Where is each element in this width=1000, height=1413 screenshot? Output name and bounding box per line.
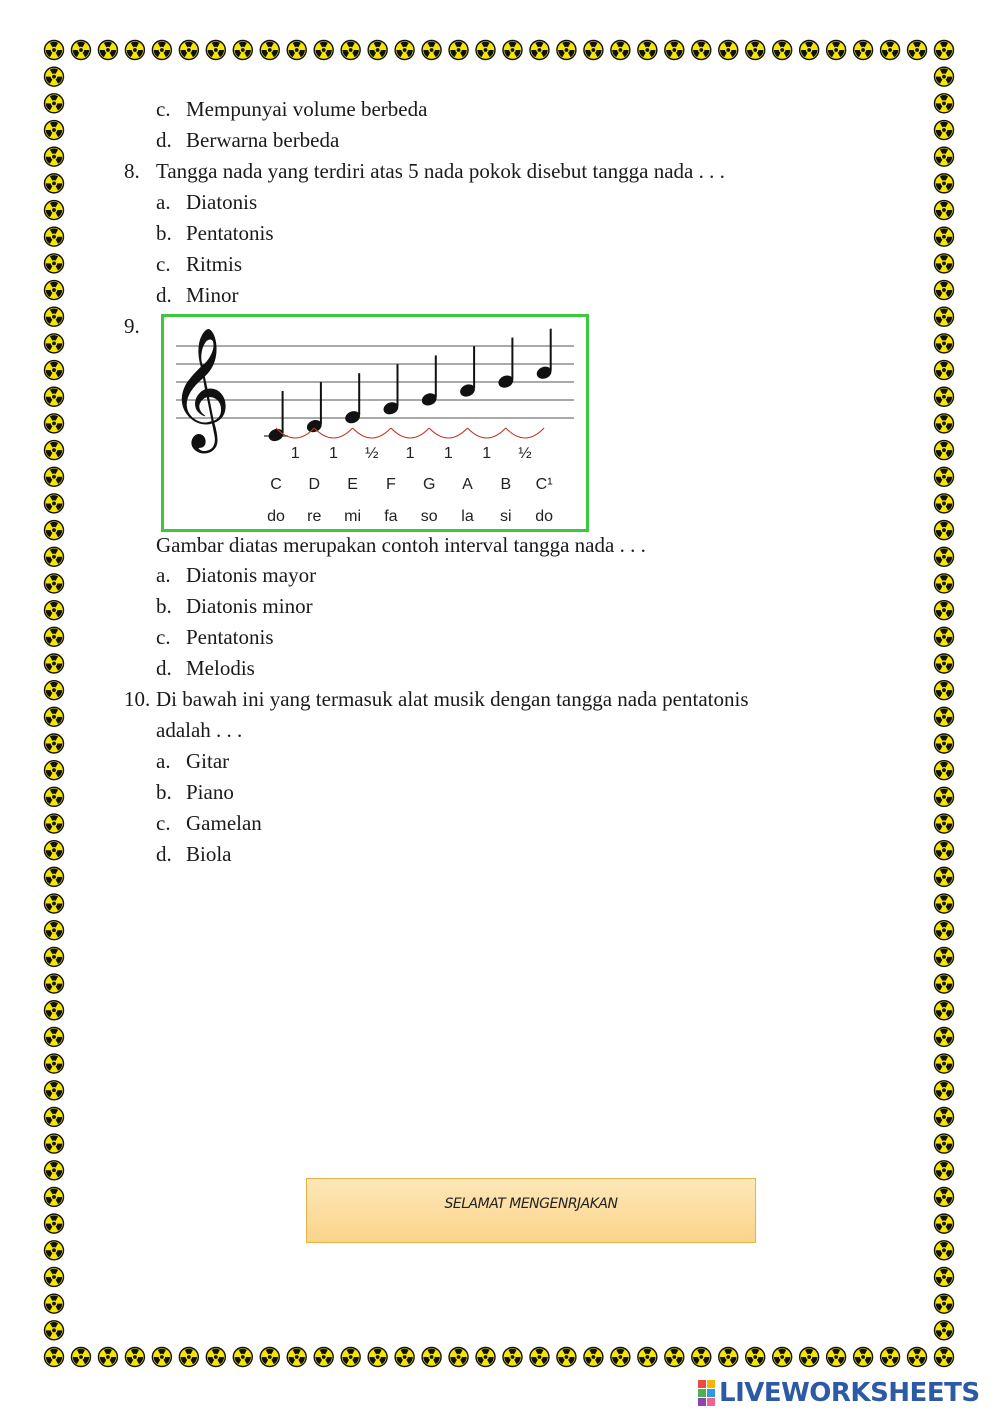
option-letter: b. — [156, 221, 172, 245]
option-letter: a. — [156, 190, 171, 214]
scale-interval-figure — [161, 314, 589, 532]
note-name-label: G — [422, 476, 436, 493]
liveworksheets-watermark — [698, 1376, 980, 1410]
option-letter: a. — [156, 749, 171, 773]
interval-slur — [314, 428, 352, 438]
option-text: Gamelan — [186, 811, 262, 835]
question-number: 9. — [124, 314, 140, 338]
watermark-text: LIVEWORKSHEETS — [719, 1377, 980, 1408]
interval-slur — [391, 428, 429, 438]
solfege-label: si — [500, 508, 512, 525]
question-text: Tangga nada yang terdiri atas 5 nada pokok disebut tangga nada . . . — [156, 159, 725, 183]
interval-label: ½ — [365, 445, 379, 462]
closing-banner — [306, 1178, 756, 1243]
option-text: Berwarna berbeda — [186, 128, 340, 152]
solfege-label: so — [420, 508, 438, 525]
question-text: Gambar diatas merupakan contoh interval tangga nada . . . — [156, 533, 646, 557]
solfege-label: re — [307, 508, 322, 525]
note-name-label: C — [270, 476, 282, 493]
note-name-label: B — [500, 476, 512, 493]
option-text: Minor — [186, 283, 239, 307]
question-number: 8. — [124, 159, 140, 183]
interval-slur — [429, 428, 467, 438]
option-text: Pentatonis — [186, 221, 274, 245]
interval-label: 1 — [290, 445, 300, 462]
solfege-label: la — [461, 508, 474, 525]
treble-clef-icon: 𝄞 — [169, 326, 231, 448]
option-letter: d. — [156, 656, 172, 680]
option-text: Gitar — [186, 749, 230, 773]
option-text: Melodis — [186, 656, 255, 680]
note-name-label: A — [462, 476, 473, 493]
note-name-label: D — [308, 476, 321, 493]
option-letter: a. — [156, 563, 171, 587]
interval-label: ½ — [518, 445, 532, 462]
question-text-continued: adalah . . . — [156, 718, 243, 742]
solfege-label: do — [267, 508, 285, 525]
note-name-label: C¹ — [535, 476, 553, 493]
interval-label: 1 — [482, 445, 492, 462]
banner-text: SELAMAT MENGENRJAKAN — [444, 1196, 618, 1212]
option-letter: d. — [156, 128, 172, 152]
interval-slur — [353, 428, 391, 438]
question-text: Di bawah ini yang termasuk alat musik dengan tangga nada pentatonis — [156, 687, 749, 711]
interval-slur — [506, 428, 544, 438]
option-text: Ritmis — [186, 252, 243, 276]
option-letter: d. — [156, 283, 172, 307]
option-text: Diatonis mayor — [186, 563, 317, 587]
solfege-label: fa — [384, 508, 398, 525]
option-letter: c. — [156, 97, 171, 121]
option-letter: b. — [156, 594, 172, 618]
option-text: Diatonis — [186, 190, 258, 214]
option-letter: c. — [156, 811, 171, 835]
solfege-label: do — [535, 508, 553, 525]
option-letter: b. — [156, 780, 172, 804]
option-text: Diatonis minor — [186, 594, 313, 618]
option-letter: c. — [156, 252, 171, 276]
interval-label: 1 — [405, 445, 415, 462]
option-letter: c. — [156, 625, 171, 649]
music-staff — [164, 317, 586, 529]
question-number: 10. — [124, 687, 151, 711]
interval-label: 1 — [328, 445, 338, 462]
note-name-label: F — [386, 476, 396, 493]
option-text: Pentatonis — [186, 625, 274, 649]
interval-label: 1 — [443, 445, 453, 462]
option-text: Biola — [186, 842, 232, 866]
interval-slur — [468, 428, 506, 438]
option-letter: d. — [156, 842, 172, 866]
option-text: Mempunyai volume berbeda — [186, 97, 428, 121]
liveworksheets-logo-icon — [698, 1380, 715, 1406]
solfege-label: mi — [344, 508, 362, 525]
note-name-label: E — [347, 476, 358, 493]
option-text: Piano — [186, 780, 234, 804]
